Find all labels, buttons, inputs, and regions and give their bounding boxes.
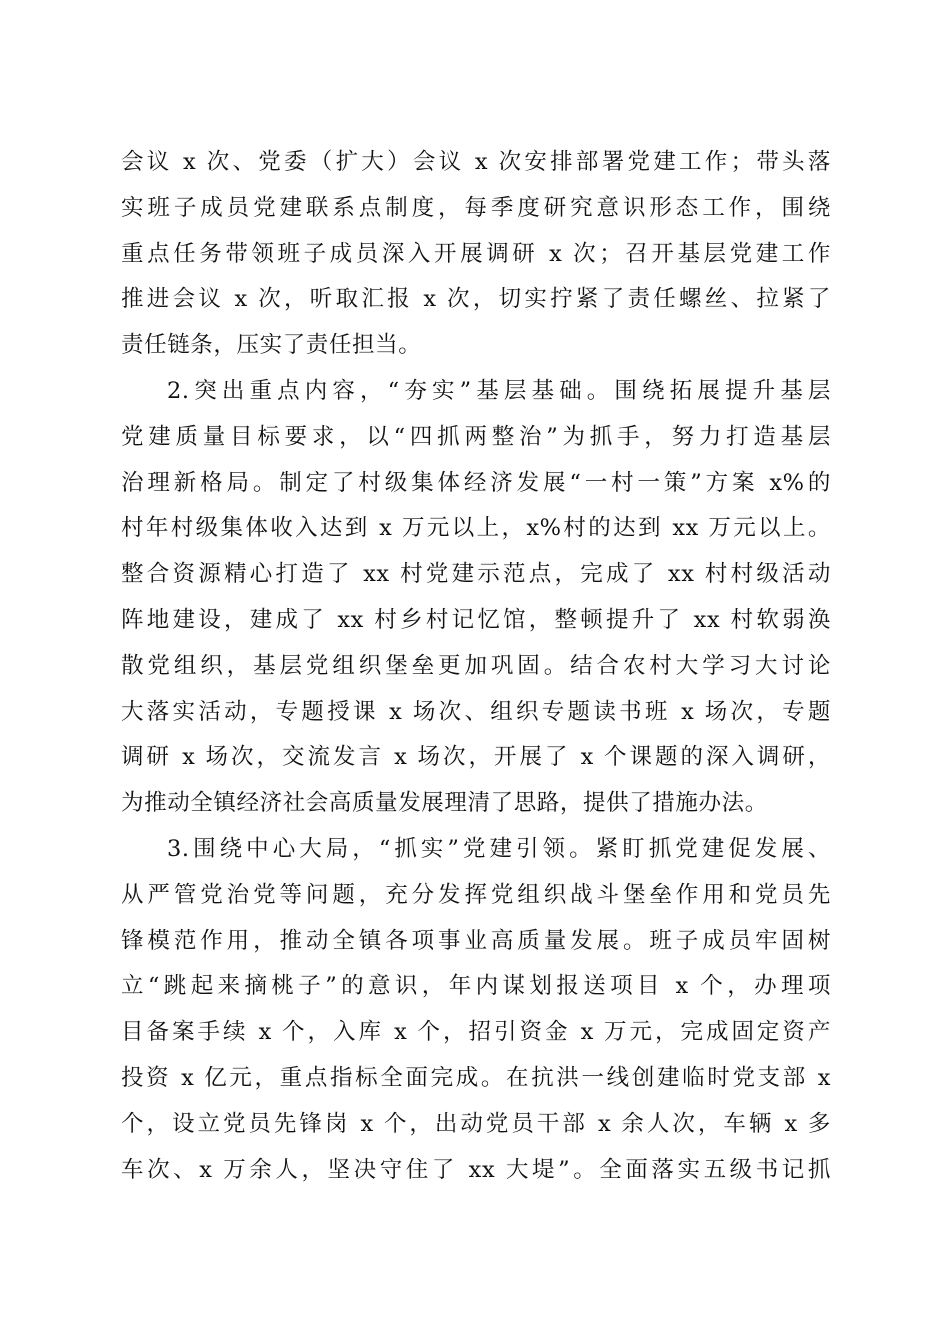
text-line: 调研 x 场次，交流发言 x 场次，开展了 x 个课题的深入调研， [121, 744, 831, 771]
paragraph-3 [121, 827, 831, 1193]
paragraph-heading-line: 3.围绕中心大局，“抓实”党建引领。紧盯抓党建促发展、 [167, 835, 831, 862]
text-line: 从严管党治党等问题，充分发挥党组织战斗堡垒作用和党员先 [121, 881, 831, 908]
text-line: 投资 x 亿元，重点指标全面完成。在抗洪一线创建临时党支部 x [121, 1064, 831, 1091]
text-line: 治理新格局。制定了村级集体经济发展“一村一策”方案 x%的 [121, 469, 831, 496]
text-line: 大落实活动，专题授课 x 场次、组织专题读书班 x 场次，专题 [121, 698, 831, 725]
text-line: 会议 x 次、党委（扩大）会议 x 次安排部署党建工作；带头落 [121, 149, 831, 175]
text-line: 村年村级集体收入达到 x 万元以上，x%村的达到 xx 万元以上。 [121, 515, 831, 542]
paragraph-1 [121, 140, 831, 369]
text-line: 锋模范作用，推动全镇各项事业高质量发展。班子成员牢固树 [121, 927, 831, 954]
body-text [121, 140, 831, 1193]
text-line: 个，设立党员先锋岗 x 个，出动党员干部 x 余人次，车辆 x 多 [121, 1110, 831, 1137]
text-line: 重点任务带领班子成员深入开展调研 x 次；召开基层党建工作 [121, 240, 831, 267]
text-line: 为推动全镇经济社会高质量发展理清了思路，提供了措施办法。 [121, 790, 768, 817]
text-line: 党建质量目标要求，以“四抓两整治”为抓手，努力打造基层 [121, 423, 831, 450]
text-line: 目备案手续 x 个，入库 x 个，招引资金 x 万元，完成固定资产 [121, 1019, 831, 1046]
paragraph-2 [121, 369, 831, 827]
text-line: 实班子成员党建联系点制度，每季度研究意识形态工作，围绕 [121, 194, 831, 221]
text-line: 阵地建设，建成了 xx 村乡村记忆馆，整顿提升了 xx 村软弱涣 [121, 606, 831, 633]
text-line: 散党组织，基层党组织堡垒更加巩固。结合农村大学习大讨论 [121, 652, 831, 679]
text-line: 立“跳起来摘桃子”的意识，年内谋划报送项目 x 个，办理项 [121, 973, 831, 1000]
text-line: 整合资源精心打造了 xx 村党建示范点，完成了 xx 村村级活动 [121, 561, 831, 588]
text-line: 车次、x 万余人，坚决守住了 xx 大堤”。全面落实五级书记抓 [121, 1156, 831, 1183]
text-line: 推进会议 x 次，听取汇报 x 次，切实拧紧了责任螺丝、拉紧了 [121, 286, 831, 313]
text-line: 责任链条，压实了责任担当。 [121, 332, 422, 359]
paragraph-heading-line: 2.突出重点内容，“夯实”基层基础。围绕拓展提升基层 [167, 377, 831, 404]
